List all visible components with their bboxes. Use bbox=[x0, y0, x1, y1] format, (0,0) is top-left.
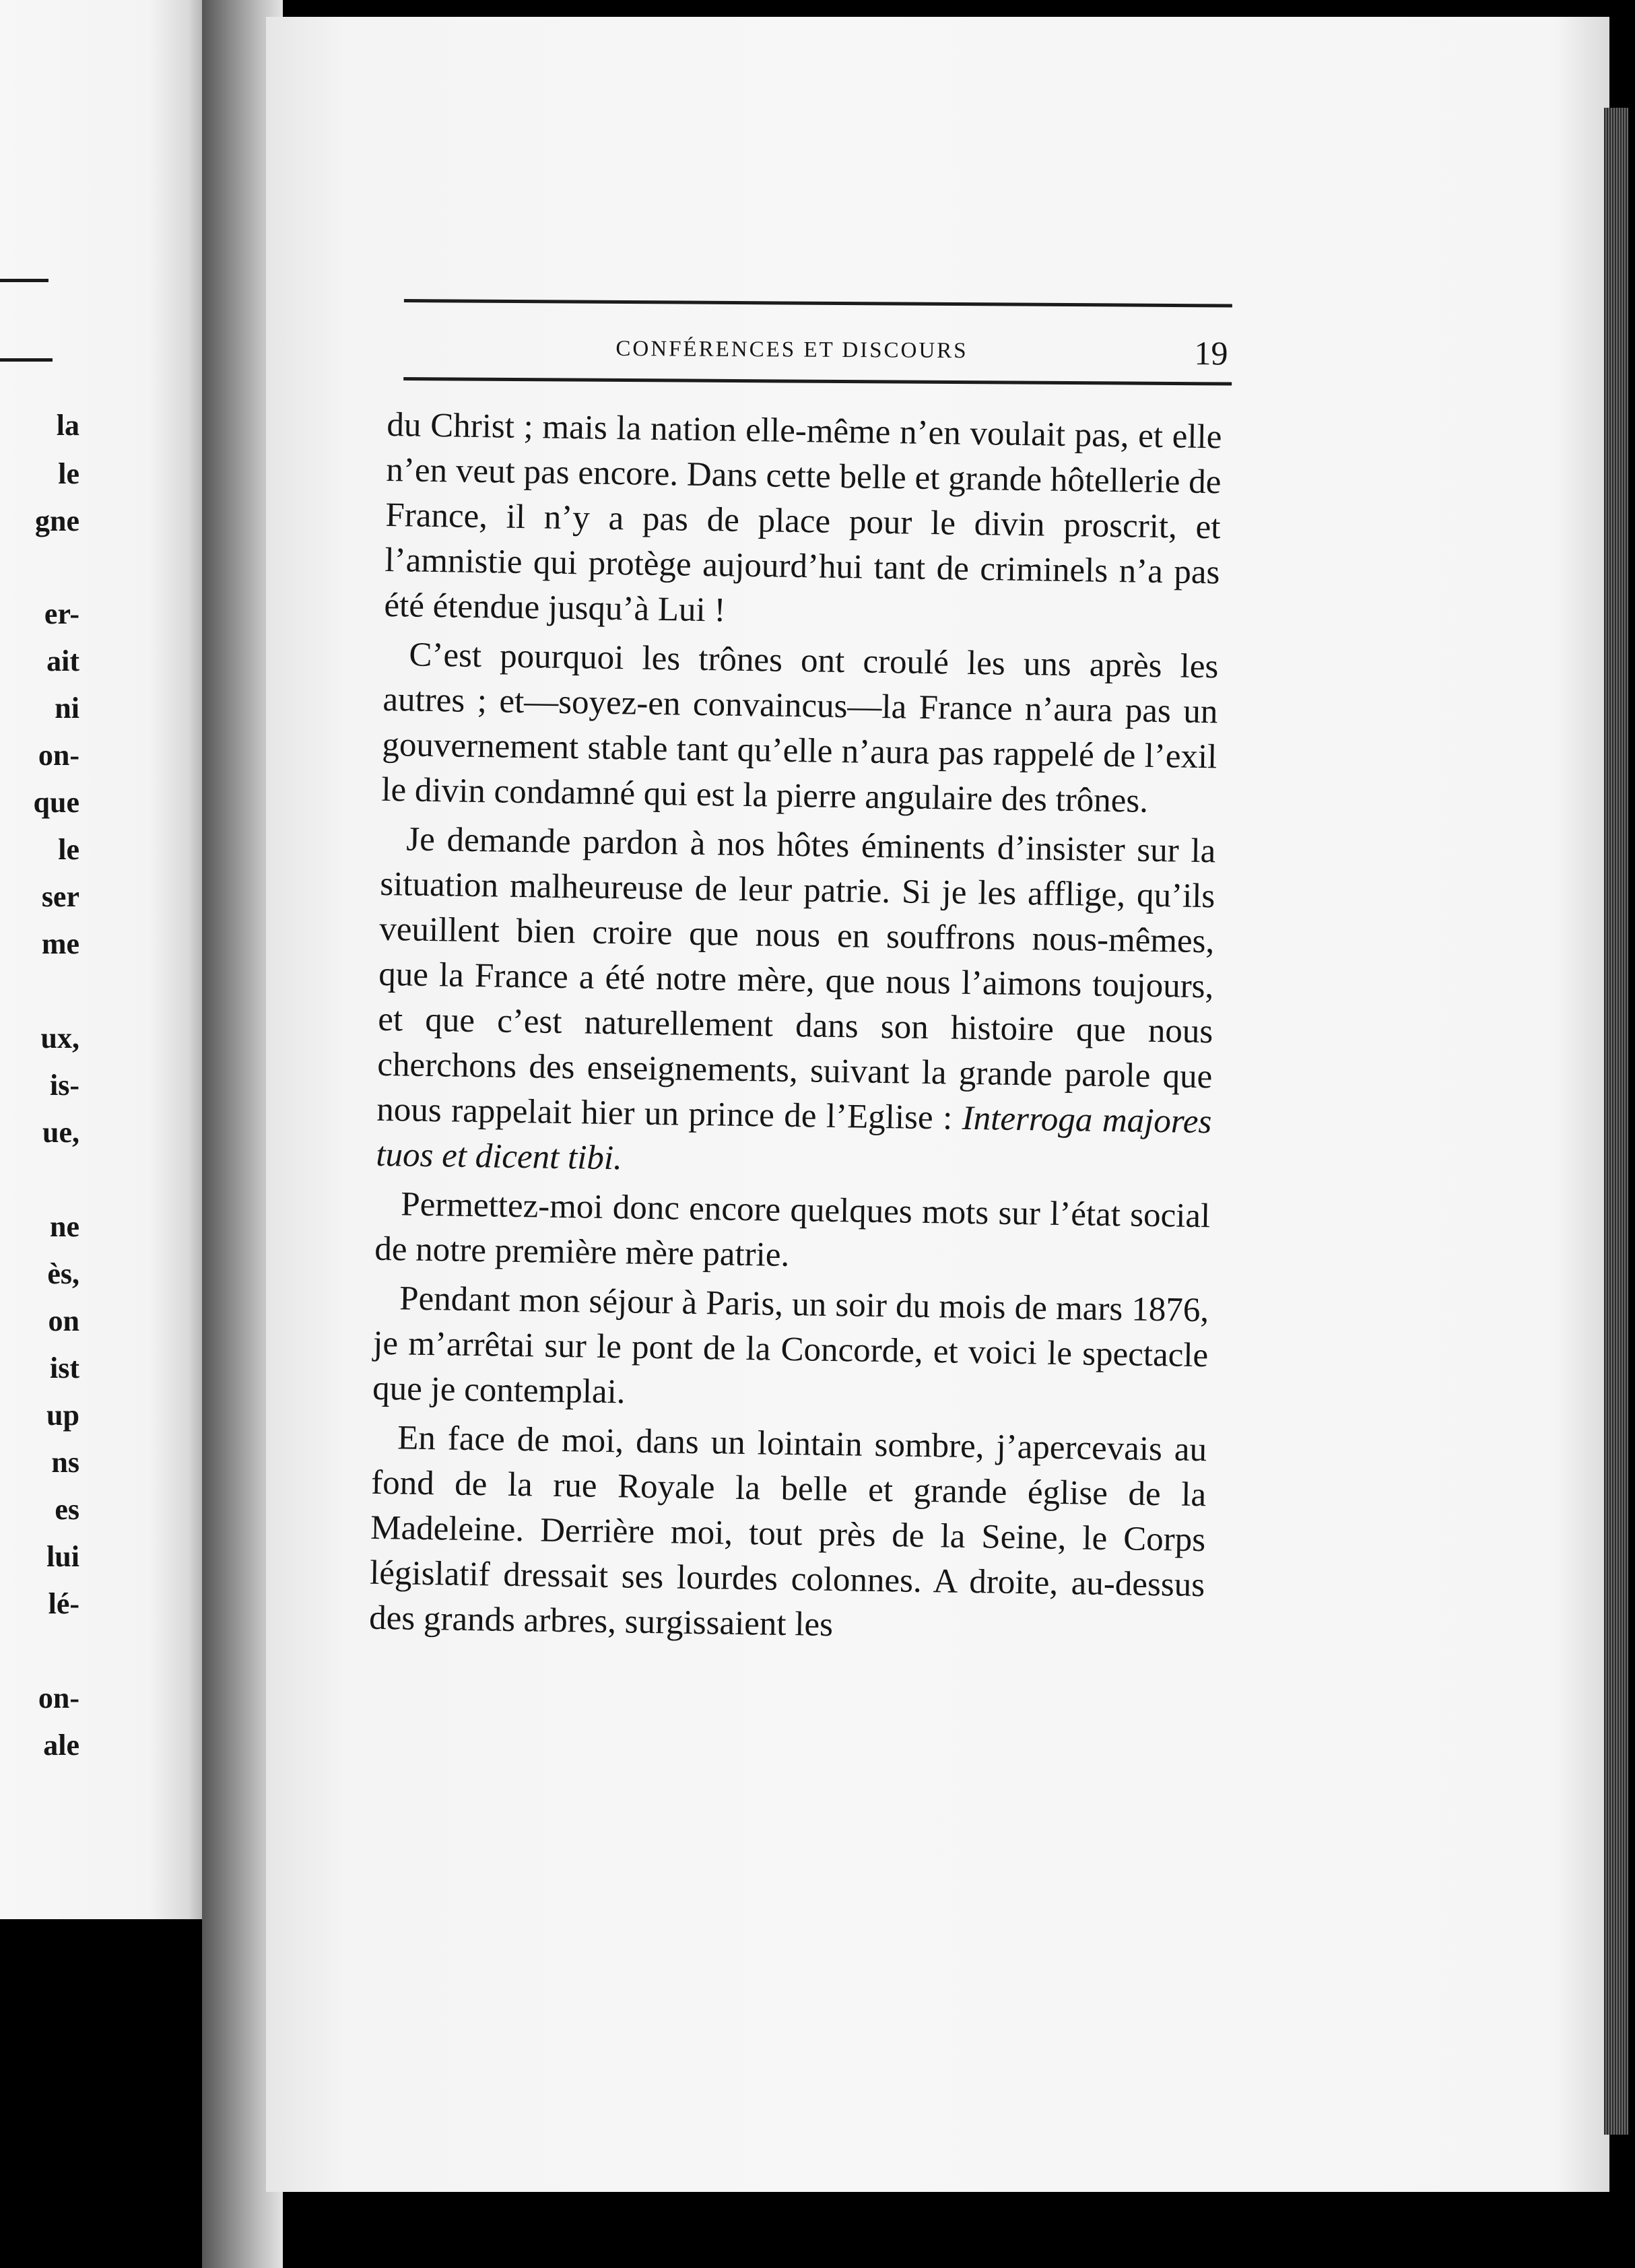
left-line-fragment: up bbox=[46, 1399, 79, 1432]
paragraph: du Christ ; mais la nation elle-même n’en voulait pas, et elle n’en veut pas encore. Dans cette belle et grande hôtellerie de France, il n’y a pas de place pour le divin proscrit, et l’amnistie qui protège aujourd’hui tant de criminels n’a pas été étendue jusqu’à Lui ! bbox=[384, 405, 1222, 630]
latin-quotation: Interroga majores tuos et dicent tibi. bbox=[376, 1099, 1212, 1178]
left-line-fragment: me bbox=[41, 927, 79, 960]
body-text bbox=[369, 403, 1222, 1653]
left-line-fragment: es bbox=[55, 1493, 79, 1526]
paragraph: C’est pourquoi les trônes ont croulé les uns après les autres ; et—soyez-en convaincus—la France n’aura pas un gouvernement stable tant qu’elle n’aura pas rappelé de l’exil le divin condamné qui est la pierre angulaire des trônes. bbox=[381, 636, 1219, 820]
paragraph: Pendant mon séjour à Paris, un soir du mois de mars 1876, je m’arrêtai sur le pont de la Concorde, et voici le spectacle que je contemplai. bbox=[372, 1279, 1209, 1411]
left-line-fragment: ait bbox=[46, 644, 79, 677]
left-line-fragment: ni bbox=[55, 692, 79, 725]
left-line-fragment: er- bbox=[44, 597, 79, 630]
left-page-rule-top bbox=[0, 279, 48, 282]
left-page bbox=[0, 0, 214, 1919]
left-line-fragment: is- bbox=[50, 1069, 79, 1102]
running-head bbox=[403, 290, 1232, 389]
left-line-fragment: le bbox=[58, 833, 79, 866]
left-line-fragment: lé- bbox=[48, 1587, 79, 1620]
left-line-fragment: on bbox=[48, 1304, 79, 1337]
left-line-fragment: la bbox=[56, 409, 79, 442]
header-rule-bottom bbox=[403, 377, 1232, 386]
paragraph: Permettez-moi donc encore quelques mots sur l’état social de notre première mère patrie. bbox=[374, 1185, 1211, 1274]
left-line-fragment: gne bbox=[35, 504, 79, 537]
running-title: CONFÉRENCES ET DISCOURS bbox=[615, 336, 968, 364]
left-page-rule-bottom bbox=[0, 358, 53, 362]
page-edge bbox=[1604, 108, 1628, 2135]
paragraph: En face de moi, dans un lointain sombre, j’apercevais au fond de la rue Royale la belle et grande église de la Madeleine. Derrière moi, tout près de la Seine, le Corps législatif dressait ses lourdes colonnes. A droite, au-dessus des grands arbres, surgissaient les bbox=[368, 1419, 1207, 1644]
left-line-fragment: ne bbox=[50, 1210, 79, 1243]
page-number: 19 bbox=[1194, 334, 1228, 372]
left-line-fragment: ist bbox=[50, 1352, 79, 1385]
left-line-fragment: ès, bbox=[47, 1257, 79, 1290]
left-line-fragment: ns bbox=[51, 1446, 79, 1479]
left-line-fragment: que bbox=[33, 786, 79, 819]
left-line-fragment: lui bbox=[46, 1540, 79, 1573]
header-rule-top bbox=[404, 299, 1232, 308]
left-line-fragment: ux, bbox=[40, 1022, 79, 1055]
left-line-fragment: on- bbox=[38, 1681, 79, 1714]
paragraph bbox=[376, 817, 1216, 1190]
left-line-fragment: ue, bbox=[42, 1116, 79, 1149]
left-line-fragment: le bbox=[58, 457, 79, 490]
left-line-fragment: ale bbox=[43, 1729, 79, 1762]
paragraph-text: Je demande pardon à nos hôtes éminents d’insister sur la situation malheureuse de leur patrie. Si je les afflige, qu’ils veuillent bien croire que nous en souffrons nous-mêmes, que la France a été notre mère, que nous l’aimons toujours, et que c’est naturellement dans son histoire que nous cherchons des enseignements, suivant la grande parole que nous rappelait hier un prince de l’Eglise : bbox=[376, 820, 1216, 1137]
left-line-fragment: on- bbox=[38, 739, 79, 772]
left-line-fragment: ser bbox=[41, 880, 79, 913]
